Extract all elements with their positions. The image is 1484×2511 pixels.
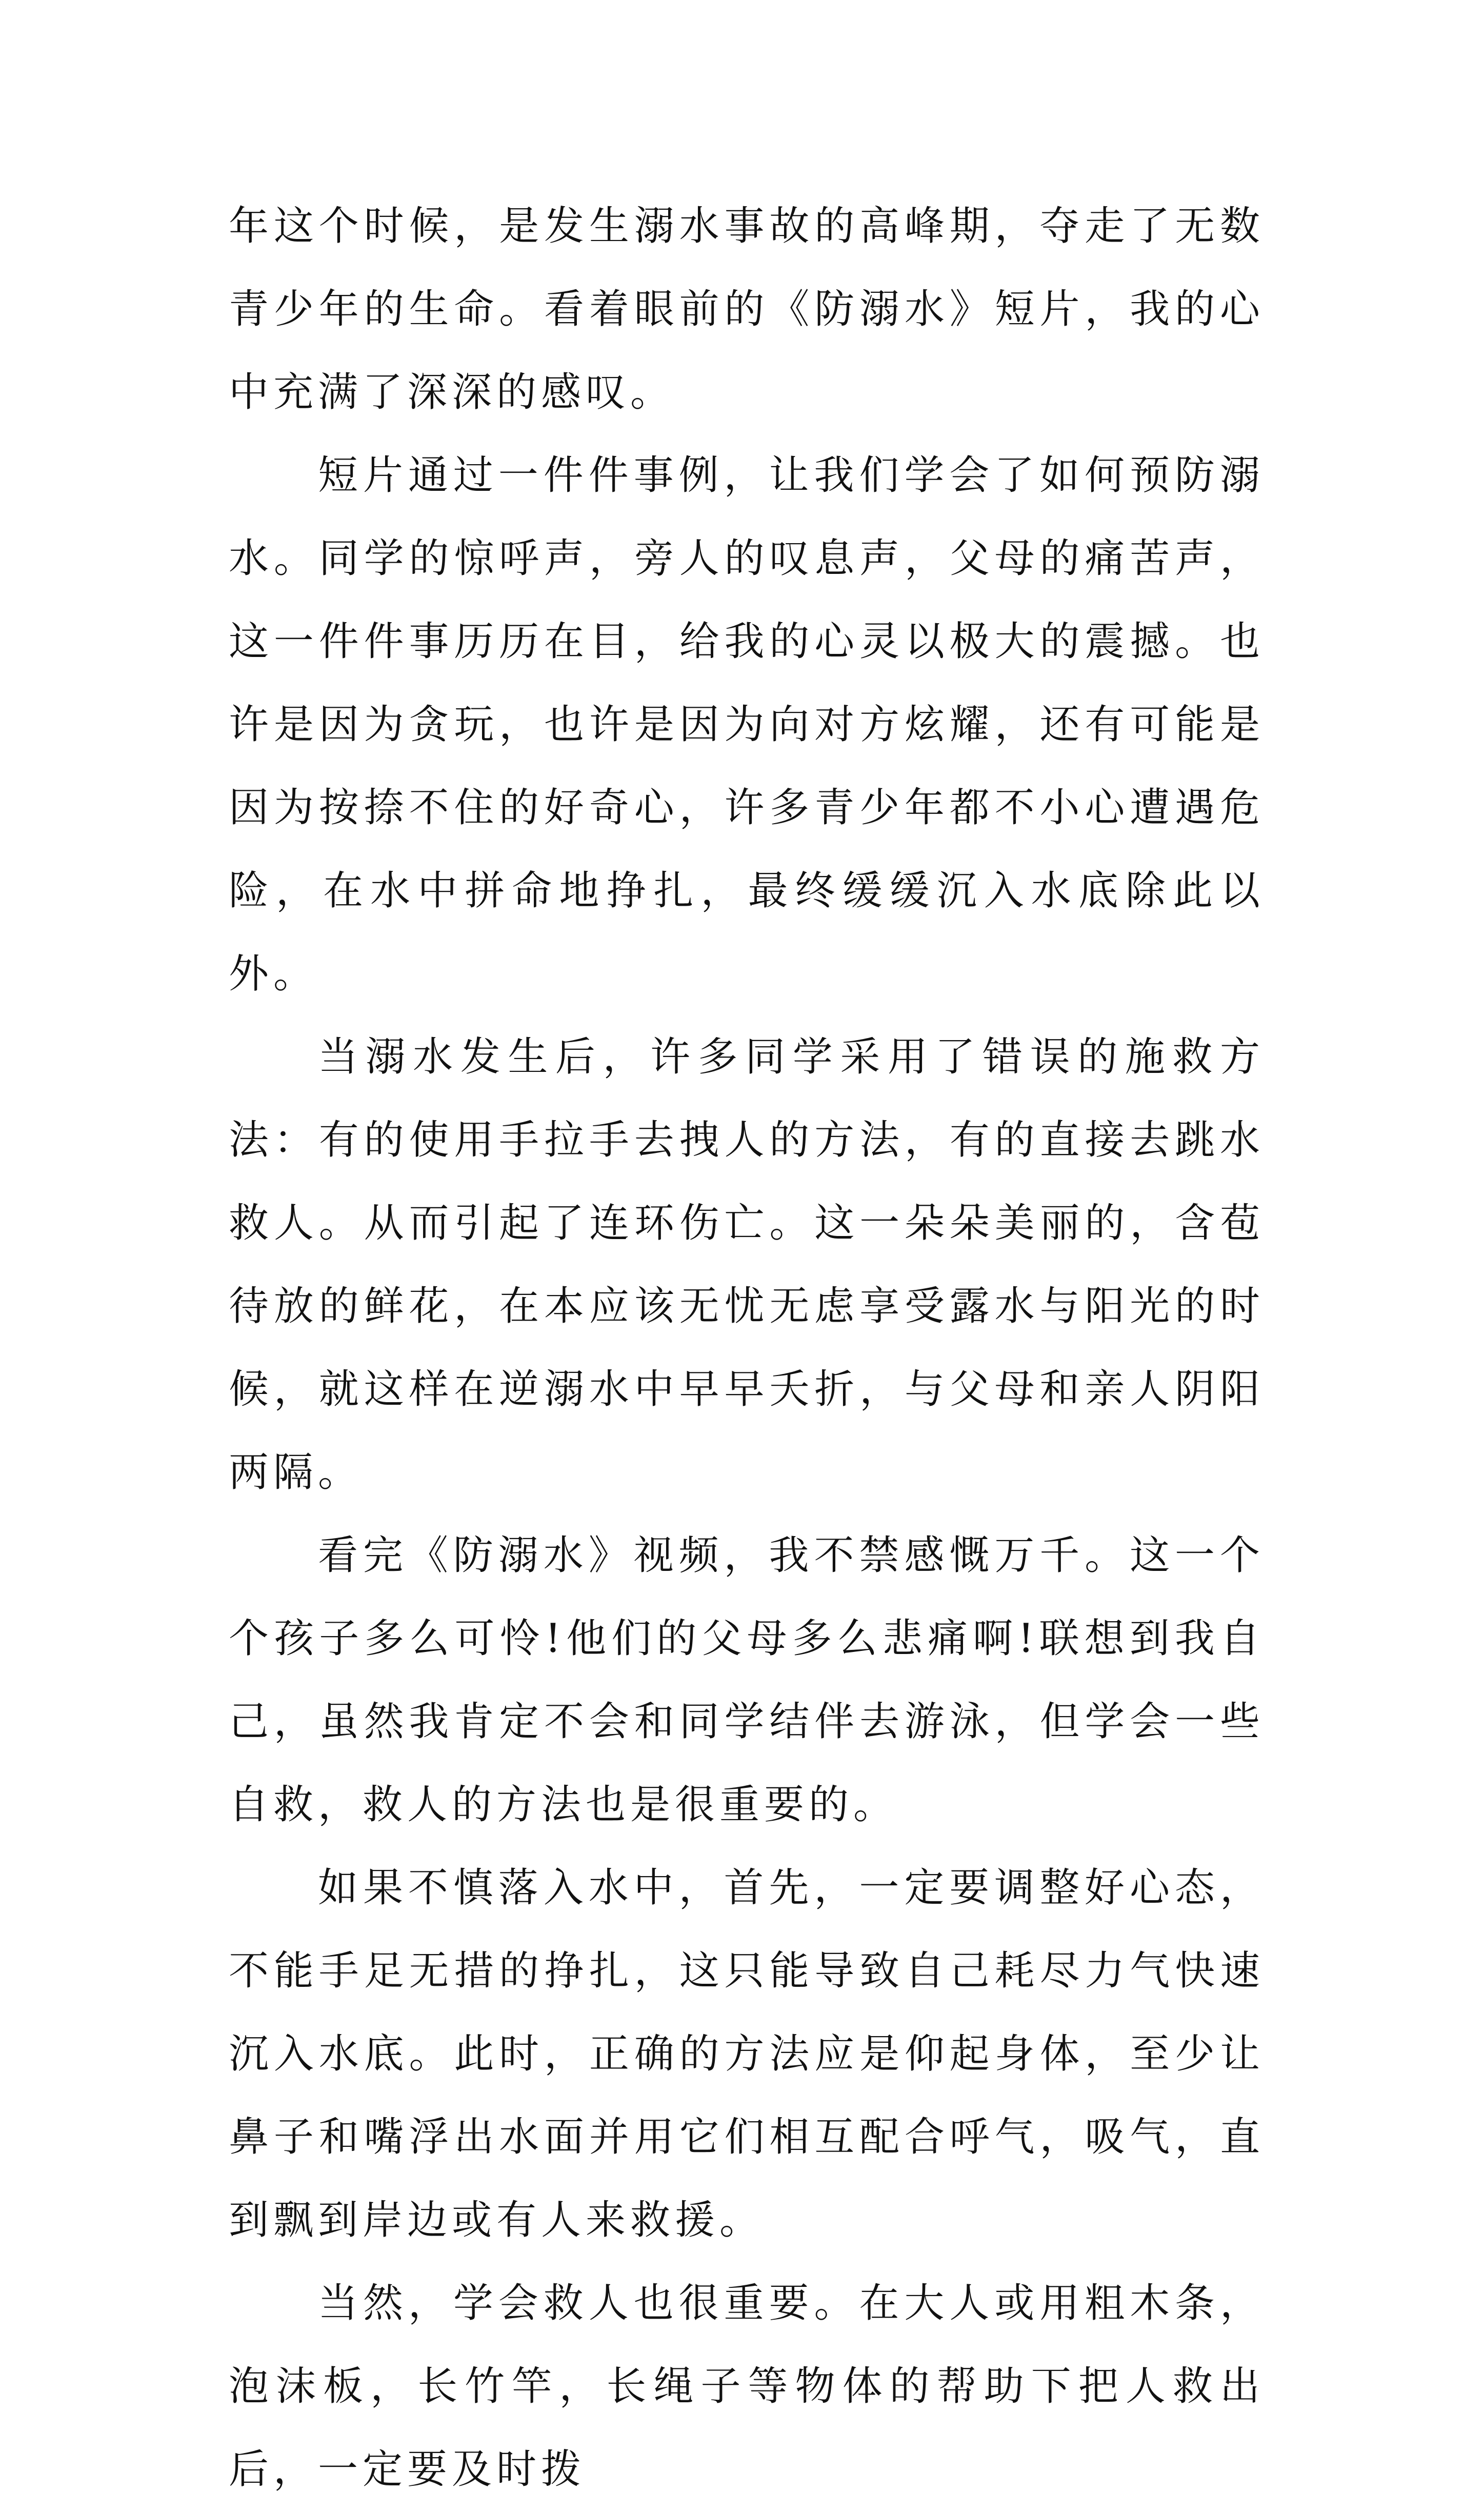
paragraph-4: 看完《防溺水》视频，我不禁感慨万千。这一个个孩子多么可怜!他们的父母多么悲痛啊!联想到我自己，虽然我肯定不会和同学结伴去游泳，但学会一些自救，救人的方法也是很重要的。: [229, 1532, 1265, 1828]
paragraph-6: 当然，学会救人也很重要。在大人或用粗木条，泡沫板，长竹竿，长绳子等物体的帮助下把人救出后，一定要及时拨: [229, 2280, 1265, 2493]
paragraph-3: 当溺水发生后，许多同学采用了错误的施救方法：有的使用手拉手去拽人的方法，有的直接去跳水救人。从而引起了连环伤亡。这一朵朵美丽的，含苞待放的鲜花，在本应该无忧无虑享受露水与阳光的时候，就这样在逆溺水中早早夭折，与父母和亲人阴阳两隔。: [229, 1034, 1265, 1496]
paragraph-1: 年这个时候，是发生溺水事故的高峰期，夺走了无数青少年的生命。看着眼前的《防溺水》短片，我的心中充满了深深的感叹。: [229, 203, 1265, 415]
essay-body: [229, 185, 1265, 2511]
paragraph-2: 短片通过一件件事例，让我们学会了如何预防溺水。同学的惊呼声，旁人的叹息声，父母的痛苦声，这一件件事历历在目，给我的心灵以极大的震撼。也许是因为贪玩，也许是因为向对方炫耀，还有可能是因为按捺不住的好奇心，许多青少年都不小心遭遇危险，在水中拼命地挣扎，最终缓缓沉入水底除此以外。: [229, 452, 1265, 997]
paragraph-5: 如果不慎落入水中，首先，一定要调整好心态，不能手足无措的挣扎，这只能导致自己耗尽力气快速沉入水底。此时，正确的方法应是仰起身体，至少让鼻子和嘴浮出水面并用它们相互配合呼气，吸气，直到飘到岸边或有人来救援。: [229, 1865, 1265, 2243]
